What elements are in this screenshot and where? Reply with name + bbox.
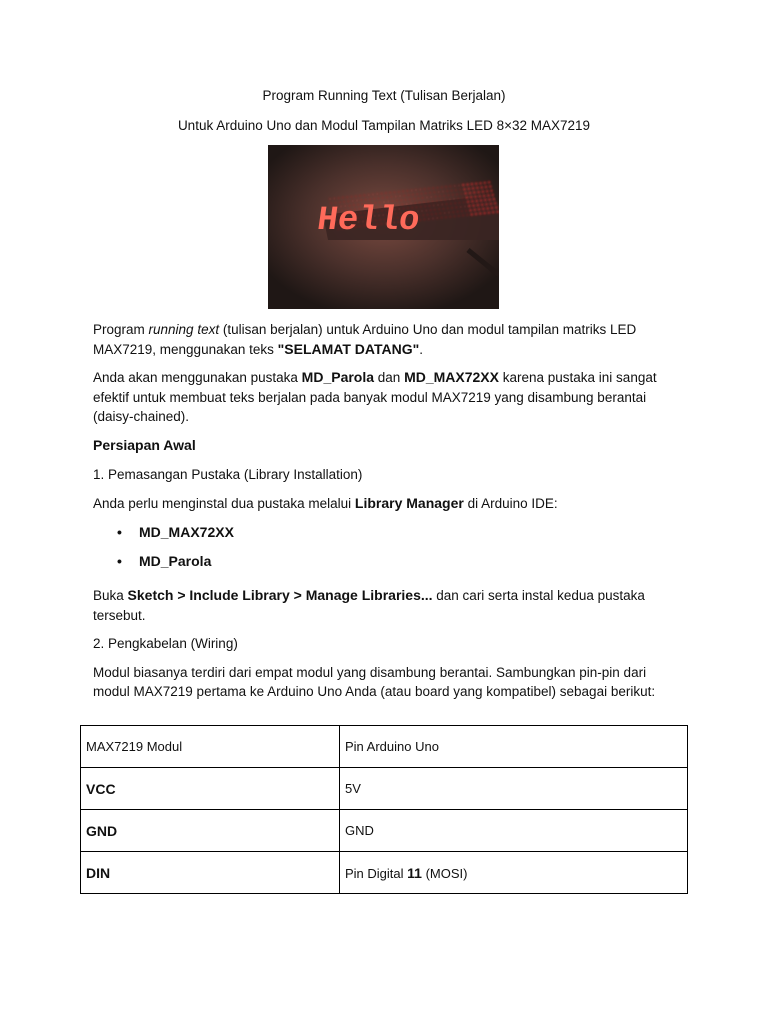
led-dot	[393, 191, 395, 193]
step-1-label: 1. Pemasangan Pustaka (Library Installation)	[93, 467, 363, 482]
led-dot	[386, 196, 388, 198]
intro-paragraph-2	[93, 368, 683, 427]
led-dot	[425, 209, 427, 211]
led-dot	[439, 212, 441, 214]
led-dot	[408, 194, 410, 196]
bullet-icon: •	[117, 553, 122, 569]
led-dot	[490, 203, 492, 205]
step-2-label: 2. Pengkabelan (Wiring)	[93, 636, 238, 651]
led-dot	[490, 190, 492, 192]
led-dot	[492, 194, 494, 196]
led-dot	[458, 215, 460, 217]
led-dot	[481, 186, 483, 188]
led-dot	[451, 190, 453, 192]
led-dot	[439, 195, 441, 197]
led-dot	[363, 194, 365, 196]
led-dot	[484, 212, 486, 214]
led-dot	[479, 212, 481, 214]
led-dot	[376, 193, 378, 195]
led-dot	[436, 187, 438, 189]
led-dot	[445, 186, 447, 188]
led-dot	[385, 192, 387, 194]
led-dot	[446, 190, 448, 192]
led-dot	[462, 184, 464, 186]
document-title: Program Running Text (Tulisan Berjalan)	[262, 88, 506, 103]
led-dot	[432, 217, 434, 219]
led-dot	[447, 207, 449, 209]
led-dot	[448, 211, 450, 213]
led-dot	[333, 197, 335, 199]
led-dot	[461, 210, 463, 212]
led-dot	[450, 203, 452, 205]
led-dot	[428, 188, 430, 190]
led-dot	[474, 209, 476, 211]
led-dot	[477, 204, 479, 206]
text-span: di Arduino IDE:	[463, 495, 558, 511]
led-dot	[429, 192, 431, 194]
led-dot	[484, 199, 486, 201]
led-dot	[466, 197, 468, 199]
led-dot	[469, 192, 471, 194]
led-dot	[433, 191, 435, 193]
led-dot	[482, 208, 484, 210]
section-heading: Persiapan Awal	[93, 436, 196, 453]
led-dot	[457, 211, 459, 213]
list-item	[93, 522, 683, 551]
led-dot	[425, 192, 427, 194]
led-dot	[459, 189, 461, 191]
led-dot	[421, 210, 423, 212]
table-row	[81, 810, 688, 852]
intro-paragraph-1	[93, 320, 683, 359]
list-item	[93, 551, 683, 580]
led-dot	[467, 184, 469, 186]
text-span: Anda perlu menginstal dua pustaka melalui	[93, 495, 355, 511]
led-dot	[485, 203, 487, 205]
led-dot	[389, 192, 391, 194]
led-dot	[456, 193, 458, 195]
led-dot	[346, 196, 348, 198]
led-dot	[476, 200, 478, 202]
led-dot	[441, 186, 443, 188]
document-subtitle: Untuk Arduino Uno dan Modul Tampilan Matriks LED 8×32 MAX7219	[177, 118, 591, 133]
led-dot	[427, 201, 429, 203]
bold-term: MD_MAX72XX	[404, 369, 499, 385]
text-span: dan	[374, 370, 405, 385]
table-cell: GND	[81, 810, 340, 852]
led-dot	[409, 198, 411, 200]
led-dot	[437, 204, 439, 206]
led-dot	[451, 207, 453, 209]
text-span: Program	[93, 322, 149, 337]
led-dot	[435, 213, 437, 215]
library-list	[93, 522, 683, 580]
led-dot	[478, 208, 480, 210]
table-header-cell: MAX7219 Modul	[81, 726, 340, 768]
led-dot	[478, 191, 480, 193]
led-dot	[469, 209, 471, 211]
led-dot	[471, 183, 473, 185]
led-dot	[473, 191, 475, 193]
list-item-label: MD_MAX72XX	[139, 524, 234, 540]
led-dot	[462, 214, 464, 216]
led-dot	[494, 202, 496, 204]
led-dot	[432, 187, 434, 189]
led-display-text: Hello	[314, 202, 422, 240]
led-dot	[458, 202, 460, 204]
led-dot	[483, 195, 485, 197]
led-dot	[419, 188, 421, 190]
bold-term: Library Manager	[354, 494, 464, 511]
led-dot	[487, 207, 489, 209]
led-dot	[496, 211, 498, 213]
led-dot	[415, 189, 417, 191]
led-dot	[479, 195, 481, 197]
led-dot	[342, 197, 344, 199]
bold-term: 11	[407, 864, 422, 881]
table-cell: GND	[340, 810, 688, 852]
text-span: .	[419, 341, 423, 357]
led-dot	[420, 193, 422, 195]
led-dot	[482, 191, 484, 193]
text-span: dan cari serta instal kedua pustaka tersebut.	[93, 588, 645, 623]
led-dot	[449, 198, 451, 200]
led-dot	[479, 182, 481, 184]
led-dot	[485, 186, 487, 188]
led-dot	[467, 201, 469, 203]
led-dot	[460, 206, 462, 208]
led-matrix-photo	[268, 145, 499, 309]
buka-paragraph	[93, 586, 683, 625]
led-dot	[402, 190, 404, 192]
led-dot	[493, 198, 495, 200]
bold-term: MD_Parola	[301, 369, 375, 385]
led-dot	[454, 185, 456, 187]
led-dot	[465, 210, 467, 212]
table-cell: 5V	[340, 768, 688, 810]
led-dot	[355, 195, 357, 197]
led-dot	[446, 203, 448, 205]
led-dot	[435, 196, 437, 198]
led-dot	[454, 202, 456, 204]
led-dot	[452, 194, 454, 196]
led-dot	[412, 194, 414, 196]
led-dot	[431, 200, 433, 202]
table-cell: VCC	[81, 768, 340, 810]
led-dot	[411, 189, 413, 191]
wiring-table	[80, 725, 688, 894]
led-dot	[434, 209, 436, 211]
led-dot	[424, 205, 426, 207]
led-dot	[422, 214, 424, 216]
led-dot	[455, 206, 457, 208]
led-dot	[423, 201, 425, 203]
led-dot	[447, 194, 449, 196]
led-dot	[449, 185, 451, 187]
bullet-icon: •	[117, 524, 122, 540]
led-dot	[463, 201, 465, 203]
led-dot	[359, 195, 361, 197]
text-span: Buka	[93, 588, 128, 603]
table-row	[81, 768, 688, 810]
led-dot	[460, 193, 462, 195]
document-body	[93, 320, 683, 711]
led-dot	[453, 198, 455, 200]
led-dot	[431, 213, 433, 215]
led-dot	[350, 196, 352, 198]
led-dot	[481, 204, 483, 206]
led-dot	[404, 199, 406, 201]
led-dot	[475, 213, 477, 215]
text-span: Pin Digital	[345, 865, 408, 881]
led-dot	[441, 217, 443, 219]
led-dot	[338, 197, 340, 199]
led-dot	[442, 190, 444, 192]
led-dot	[436, 217, 438, 219]
led-dot	[372, 193, 374, 195]
led-dot	[426, 196, 428, 198]
led-dot	[458, 184, 460, 186]
led-dot	[457, 198, 459, 200]
led-dot	[471, 200, 473, 202]
text-span: karena pustaka ini sangat efektif untuk membuat teks berjalan pada banyak modul MAX7219 yang disambung berantai (daisy-chained).	[93, 370, 657, 424]
led-dot	[468, 205, 470, 207]
led-dot	[400, 199, 402, 201]
table-cell	[340, 852, 688, 894]
table-cell: DIN	[81, 852, 340, 894]
install-paragraph	[93, 494, 683, 514]
led-dot	[398, 191, 400, 193]
led-dot	[368, 194, 370, 196]
led-dot	[441, 203, 443, 205]
led-dot	[466, 214, 468, 216]
led-dot	[463, 188, 465, 190]
italic-term: running text	[148, 322, 220, 337]
text-span: (MOSI)	[421, 865, 468, 881]
led-dot	[430, 209, 432, 211]
bold-term: "SELAMAT DATANG"	[277, 340, 420, 357]
led-dot	[470, 196, 472, 198]
list-item-label: MD_Parola	[139, 553, 212, 569]
led-dot	[445, 216, 447, 218]
led-dot	[474, 196, 476, 198]
led-dot	[403, 195, 405, 197]
led-dot	[438, 208, 440, 210]
table-header-row	[81, 726, 688, 768]
led-dot	[492, 211, 494, 213]
led-dot	[484, 182, 486, 184]
led-dot	[438, 191, 440, 193]
led-dot	[428, 205, 430, 207]
led-dot	[413, 198, 415, 200]
led-dot	[488, 181, 490, 183]
table-header-cell: Pin Arduino Uno	[340, 726, 688, 768]
led-dot	[377, 197, 379, 199]
led-dot	[416, 193, 418, 195]
led-dot	[423, 218, 425, 220]
led-dot	[369, 198, 371, 200]
led-dot	[473, 205, 475, 207]
led-dot	[464, 205, 466, 207]
led-dot	[488, 212, 490, 214]
led-dot	[465, 192, 467, 194]
led-dot	[399, 195, 401, 197]
led-dot	[329, 198, 331, 200]
led-dot	[360, 199, 362, 201]
led-dot	[487, 194, 489, 196]
led-dot	[373, 198, 375, 200]
led-dot	[462, 197, 464, 199]
led-dot	[471, 213, 473, 215]
led-dot	[449, 216, 451, 218]
led-dot	[428, 218, 430, 220]
led-dot	[489, 185, 491, 187]
led-dot	[472, 187, 474, 189]
text-span: Anda akan menggunakan pustaka	[93, 370, 302, 385]
led-dot	[468, 188, 470, 190]
table-row	[81, 852, 688, 894]
led-dot	[365, 199, 367, 201]
bold-term: Sketch > Include Library > Manage Libraries...	[127, 587, 433, 603]
led-dot	[453, 215, 455, 217]
led-dot	[422, 197, 424, 199]
led-dot	[442, 208, 444, 210]
wiring-paragraph: Modul biasanya terdiri dari empat modul yang disambung berantai. Sambungkan pin-pin dari modul MAX7219 pertama ke Arduino Uno Anda (atau board yang kompatibel) sebagai berikut:	[93, 664, 656, 699]
led-dot	[406, 190, 408, 192]
led-dot	[436, 200, 438, 202]
led-dot	[491, 207, 493, 209]
led-dot	[382, 197, 384, 199]
led-dot	[395, 195, 397, 197]
led-dot	[495, 206, 497, 208]
led-dot	[424, 188, 426, 190]
led-dot	[444, 212, 446, 214]
led-dot	[433, 204, 435, 206]
led-dot	[476, 187, 478, 189]
led-dot	[486, 190, 488, 192]
led-dot	[440, 199, 442, 201]
led-dot	[444, 199, 446, 201]
text-span: (tulisan berjalan) untuk Arduino Uno dan modul tampilan matriks LED MAX7219, menggunakan teks	[93, 322, 637, 357]
led-dot	[430, 196, 432, 198]
led-dot	[417, 197, 419, 199]
led-dot	[452, 211, 454, 213]
led-dot	[390, 196, 392, 198]
led-dot	[475, 183, 477, 185]
led-dot	[455, 189, 457, 191]
led-matrix-photo-art	[268, 145, 499, 309]
led-dot	[443, 195, 445, 197]
led-dot	[489, 199, 491, 201]
led-dot	[426, 214, 428, 216]
led-dot	[480, 199, 482, 201]
led-dot	[381, 193, 383, 195]
